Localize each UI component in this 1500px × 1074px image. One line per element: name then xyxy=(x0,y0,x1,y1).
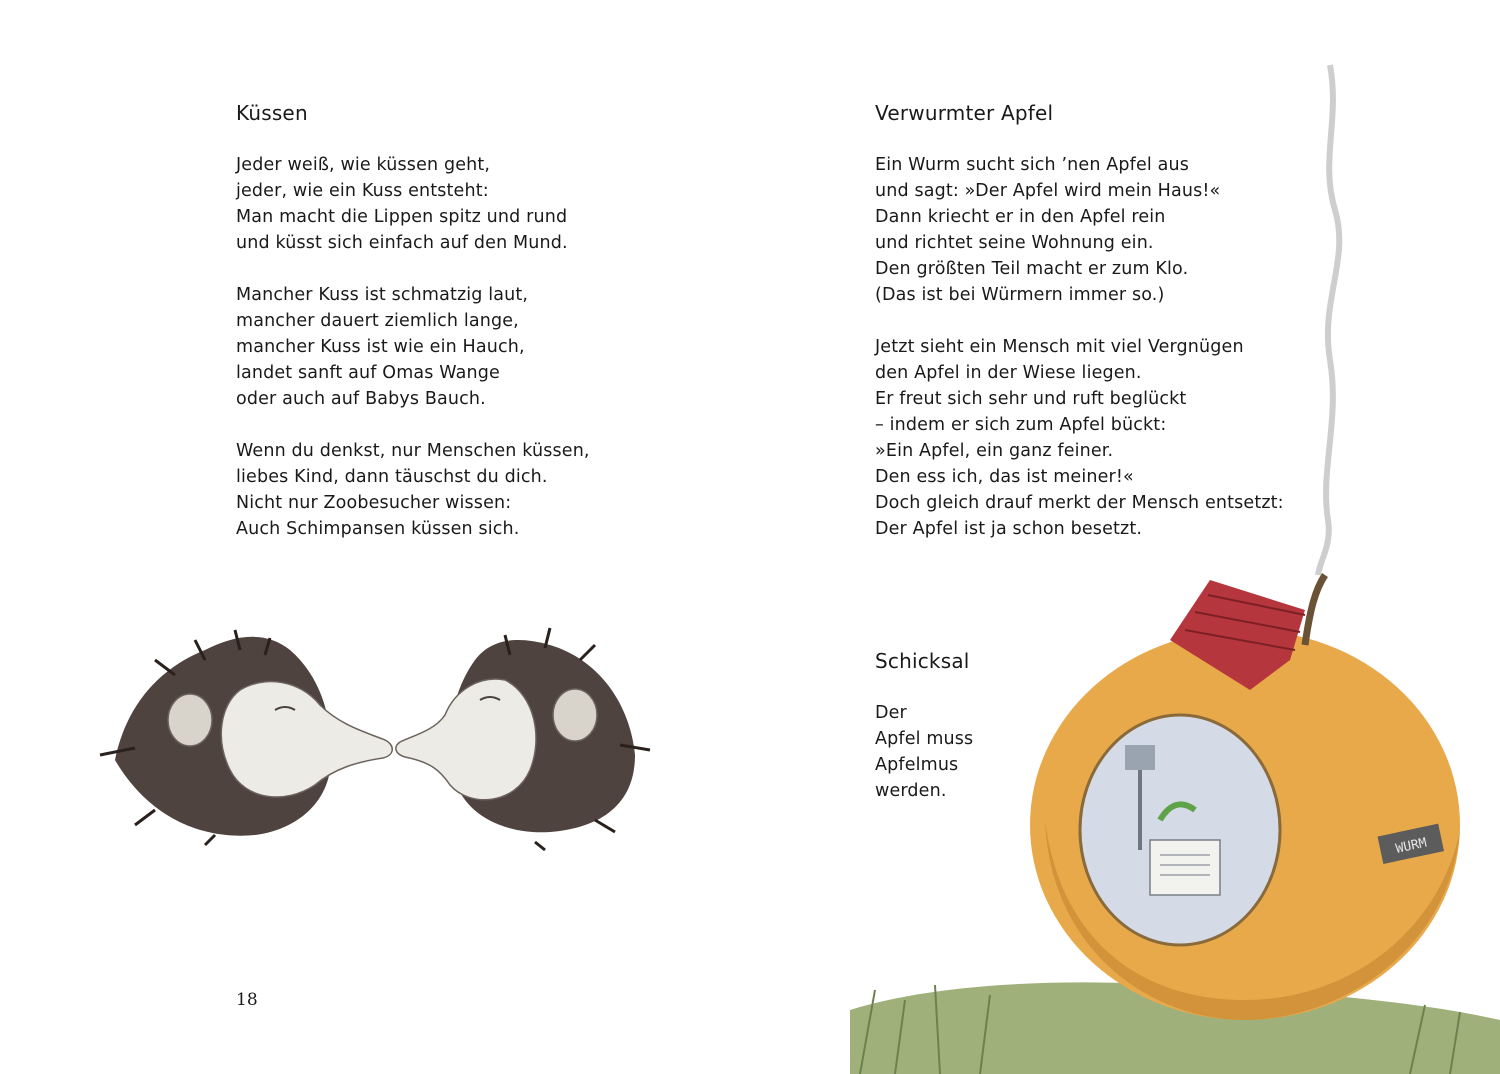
poem-line: Jeder weiß, wie küssen geht, xyxy=(236,155,491,175)
poem-title: Küssen xyxy=(236,101,308,125)
poem-line: liebes Kind, dann täuschst du dich. xyxy=(236,467,548,487)
poem-line: Ein Wurm sucht sich ’nen Apfel aus xyxy=(875,155,1189,175)
poem-line: Auch Schimpansen küssen sich. xyxy=(236,519,520,539)
poem-line: den Apfel in der Wiese liegen. xyxy=(875,363,1142,383)
wurm-sign-text: WURM xyxy=(1394,835,1429,857)
poem-line: und küsst sich einfach auf den Mund. xyxy=(236,233,568,253)
poem-line: – indem er sich zum Apfel bückt: xyxy=(875,415,1167,435)
poem-title: Verwurmter Apfel xyxy=(875,101,1054,125)
stanza xyxy=(236,152,590,256)
poem-line: und richtet seine Wohnung ein. xyxy=(875,233,1154,253)
poem-line: landet sanft auf Omas Wange xyxy=(236,363,500,383)
poem-line: und sagt: »Der Apfel wird mein Haus!« xyxy=(875,181,1221,201)
stanza xyxy=(236,282,590,412)
poem-line: Apfelmus xyxy=(875,755,959,775)
poem-line: werden. xyxy=(875,781,947,801)
poem-stanzas xyxy=(236,152,590,542)
poem-line: oder auch auf Babys Bauch. xyxy=(236,389,486,409)
poem-title: Schicksal xyxy=(875,649,970,673)
poem-line: jeder, wie ein Kuss entsteht: xyxy=(236,181,489,201)
kissing-chimpanzees-illustration xyxy=(95,620,655,850)
poem-line: Man macht die Lippen spitz und rund xyxy=(236,207,568,227)
right-page xyxy=(750,0,1500,1074)
poem-line: Doch gleich drauf merkt der Mensch entsetzt: xyxy=(875,493,1284,513)
poem-line: mancher dauert ziemlich lange, xyxy=(236,311,519,331)
poem-line: (Das ist bei Würmern immer so.) xyxy=(875,285,1165,305)
poem-line: Jetzt sieht ein Mensch mit viel Vergnügen xyxy=(875,337,1244,357)
poem-line: Er freut sich sehr und ruft beglückt xyxy=(875,389,1187,409)
poem-line: »Ein Apfel, ein ganz feiner. xyxy=(875,441,1114,461)
poem-line: Der xyxy=(875,703,907,723)
poem-line: Der Apfel ist ja schon besetzt. xyxy=(875,519,1143,539)
poem-line: Dann kriecht er in den Apfel rein xyxy=(875,207,1166,227)
page-number: 18 xyxy=(236,990,258,1010)
poem-line: Wenn du denkst, nur Menschen küssen, xyxy=(236,441,590,461)
poem-line: mancher Kuss ist wie ein Hauch, xyxy=(236,337,525,357)
poem-line: Nicht nur Zoobesucher wissen: xyxy=(236,493,512,513)
poem-line: Den größten Teil macht er zum Klo. xyxy=(875,259,1189,279)
apple-house-illustration xyxy=(850,0,1500,1074)
poem-kuessen xyxy=(236,100,590,568)
poem-line: Den ess ich, das ist meiner!« xyxy=(875,467,1134,487)
poem-line: Mancher Kuss ist schmatzig laut, xyxy=(236,285,529,305)
stanza xyxy=(236,438,590,542)
poem-line: Apfel muss xyxy=(875,729,974,749)
